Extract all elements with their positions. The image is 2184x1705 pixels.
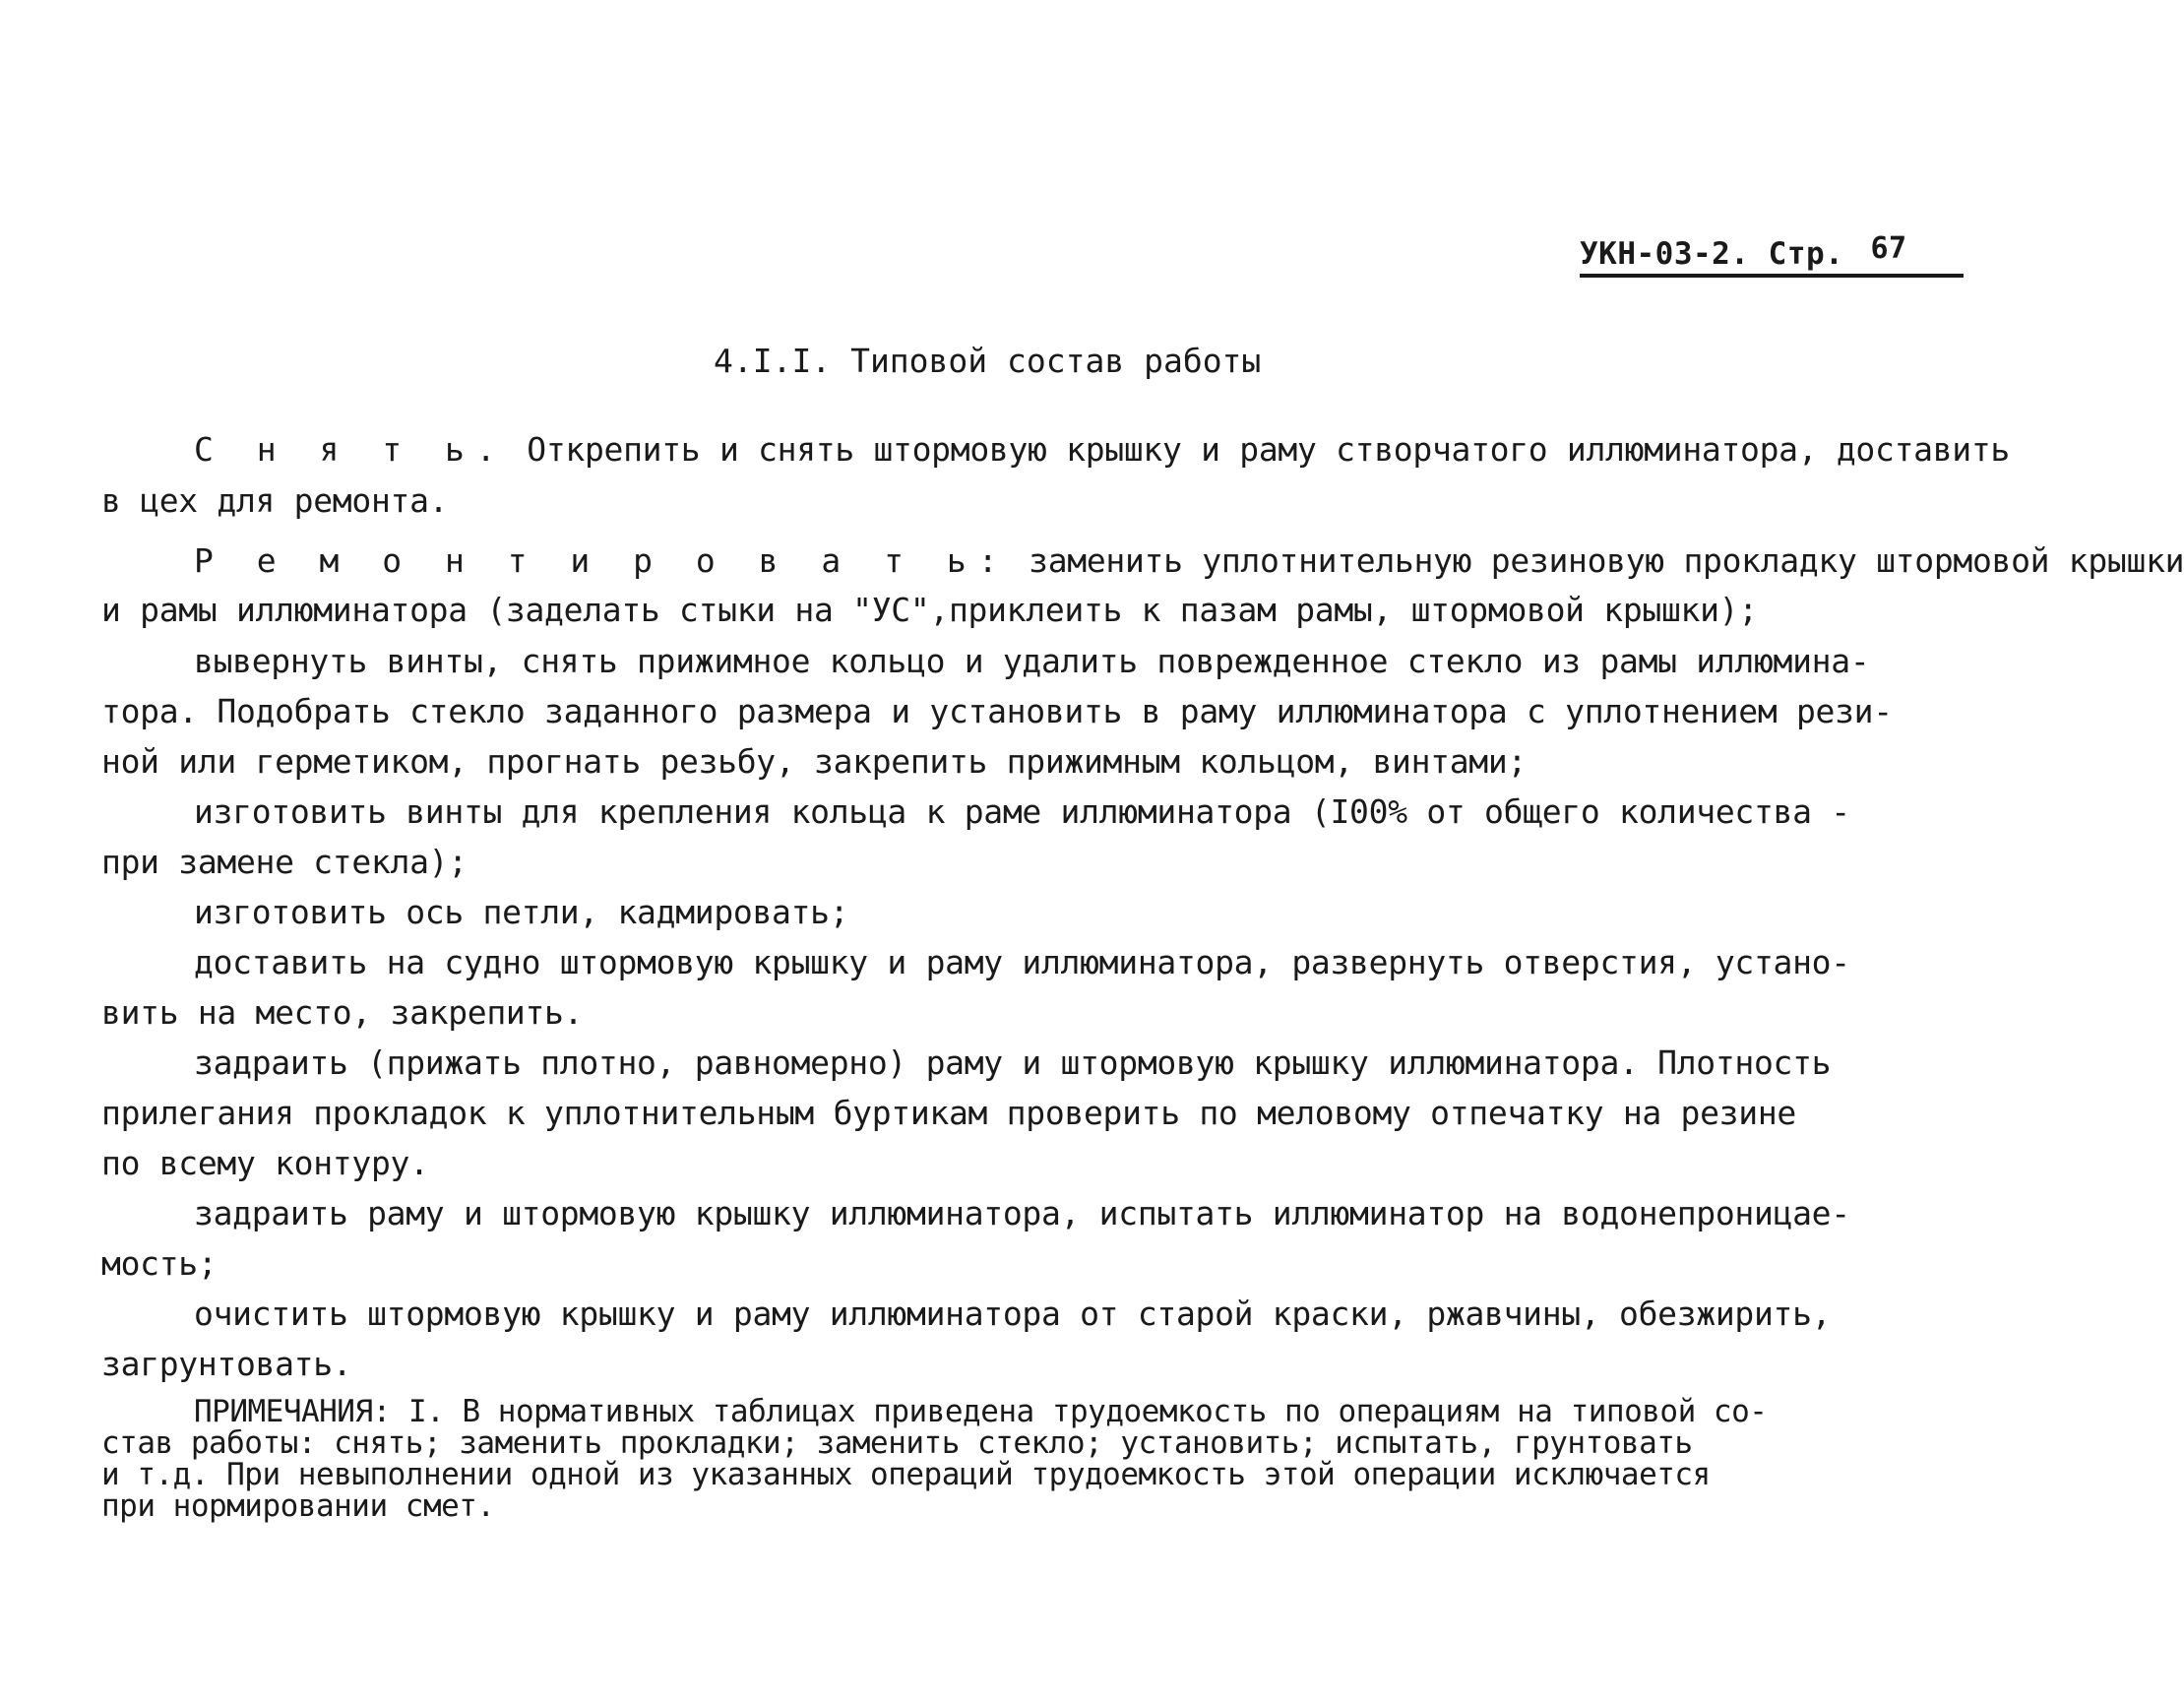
paragraph-line: задраить раму и штормовую крышку иллюминатора, испытать иллюминатор на водонепроницае- — [194, 1194, 1850, 1232]
paragraph-lead: Р е м о н т и р о в а т ь: — [194, 541, 1010, 580]
paragraph-line — [194, 541, 2184, 580]
page-label: Стр. — [1768, 236, 1844, 272]
paragraph-line: при замене стекла); — [101, 843, 468, 881]
page-number: 67 — [1870, 231, 1907, 266]
paragraph-lead: С н я т ь. — [194, 430, 508, 469]
note-line: став работы: снять; заменить прокладки; заменить стекло; установить; испытать, грунтовать — [101, 1425, 1693, 1461]
paragraph-line: загрунтовать. — [101, 1345, 352, 1383]
paragraph-text: Открепить и снять штормовую крышку и раму створчатого иллюминатора, доставить — [527, 430, 2010, 469]
paragraph-line: прилегания прокладок к уплотнительным буртикам проверить по меловому отпечатку на резине — [101, 1094, 1796, 1132]
paragraph-line: по всему контуру. — [101, 1144, 429, 1182]
paragraph-line: ной или герметиком, прогнать резьбу, закрепить прижимным кольцом, винтами; — [101, 742, 1528, 781]
note-line: ПРИМЕЧАНИЯ: I. В нормативных таблицах приведена трудоемкость по операциям на типовой со- — [194, 1394, 1768, 1429]
page-header — [1580, 231, 1964, 278]
paragraph-line: тора. Подобрать стекло заданного размера и установить в раму иллюминатора с уплотнением рези- — [101, 692, 1893, 730]
paragraph-line — [194, 430, 2010, 469]
section-title: 4.I.I. Типовой состав работы — [714, 342, 1262, 380]
note-line: при нормировании смет. — [101, 1488, 495, 1524]
paragraph-line: доставить на судно штормовую крышку и раму иллюминатора, развернуть отверстия, устано- — [194, 943, 1850, 981]
paragraph-line: вывернуть винты, снять прижимное кольцо и удалить поврежденное стекло из рамы иллюмина- — [194, 642, 1870, 680]
note-line: и т.д. При невыполнении одной из указанных операций трудоемкость этой операции исключается — [101, 1457, 1711, 1492]
paragraph-line: в цех для ремонта. — [101, 481, 449, 520]
paragraph-line: вить на место, закрепить. — [101, 993, 584, 1032]
paragraph-line: изготовить ось петли, кадмировать; — [194, 893, 849, 931]
paragraph-line: задраить (прижать плотно, равномерно) раму и штормовую крышку иллюминатора. Плотность — [194, 1043, 1832, 1082]
paragraph-text: заменить уплотнительную резиновую прокладку штормовой крышки — [1029, 541, 2184, 580]
paragraph-line: мость; — [101, 1244, 218, 1283]
paragraph-line: и рамы иллюминатора (заделать стыки на "УС",приклеить к пазам рамы, штормовой крышки); — [101, 591, 1758, 629]
paragraph-line: очистить штормовую крышку и раму иллюминатора от старой краски, ржавчины, обезжирить, — [194, 1295, 1832, 1333]
document-code: УКН-03-2. — [1580, 236, 1750, 272]
paragraph-line: изготовить винты для крепления кольца к раме иллюминатора (I00% от общего количества - — [194, 792, 1850, 831]
